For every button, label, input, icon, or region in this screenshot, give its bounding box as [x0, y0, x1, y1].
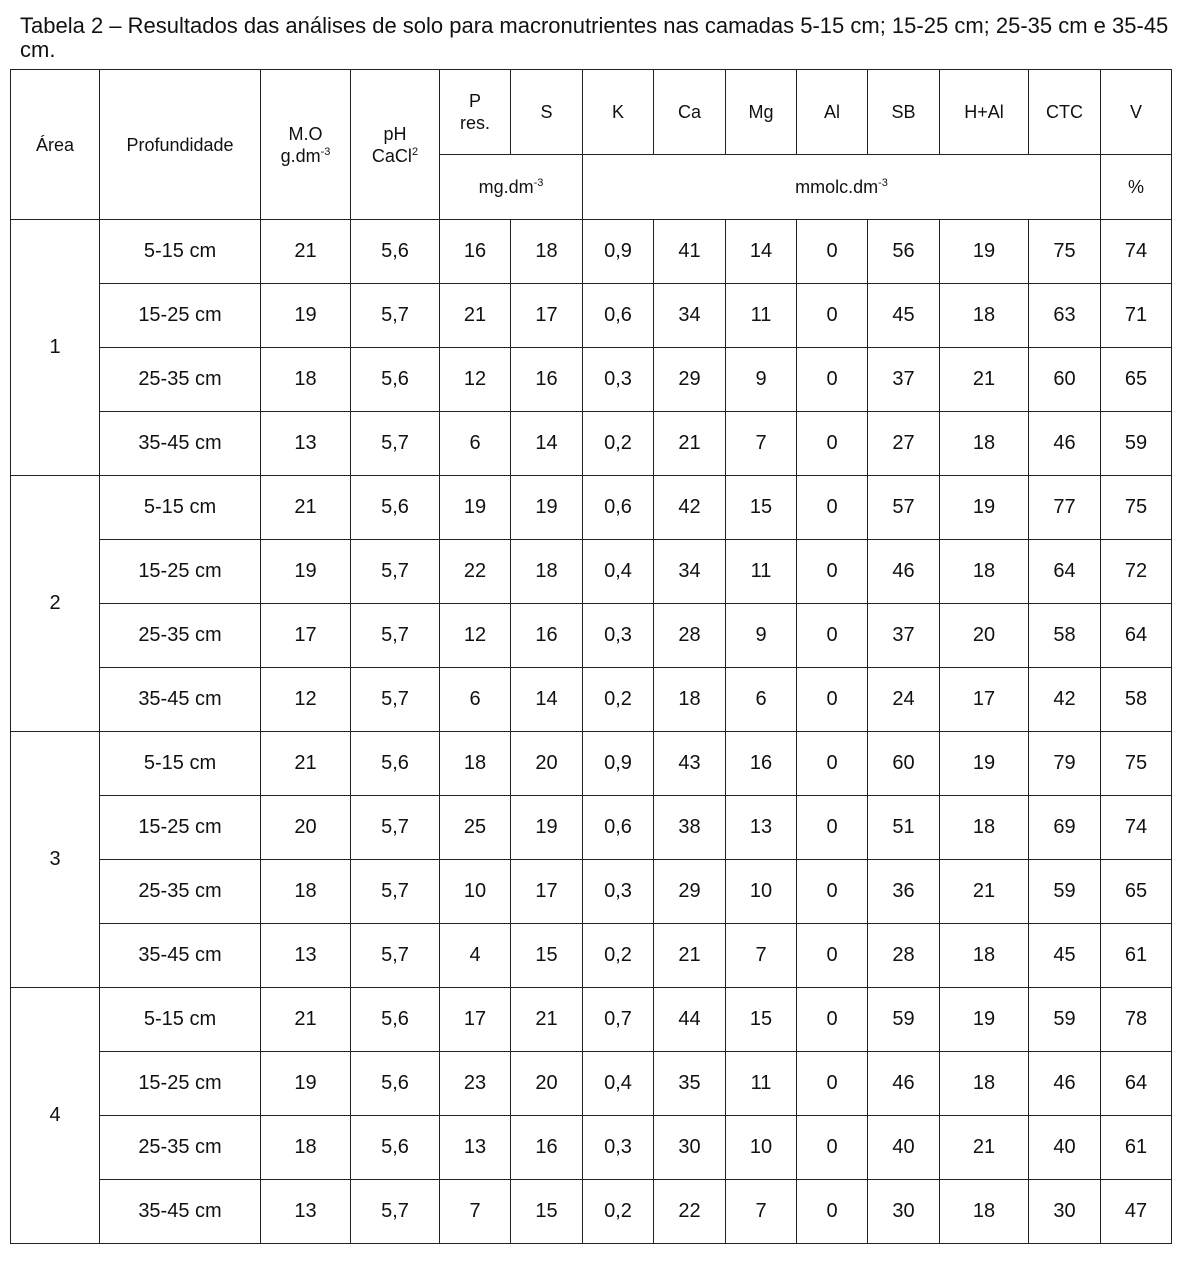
value-cell: 0 [797, 1052, 868, 1116]
table-row [11, 412, 1172, 476]
value-cell: 19 [261, 540, 351, 604]
value-cell: 5,7 [351, 540, 440, 604]
value-cell: 0,4 [583, 1052, 654, 1116]
value-cell: 0,6 [583, 796, 654, 860]
value-cell: 20 [940, 604, 1029, 668]
value-cell: 38 [654, 796, 726, 860]
depth-cell: 25-35 cm [100, 1116, 261, 1180]
value-cell: 13 [440, 1116, 511, 1180]
value-cell: 29 [654, 860, 726, 924]
value-cell: 75 [1101, 476, 1172, 540]
value-cell: 15 [726, 476, 797, 540]
value-cell: 74 [1101, 220, 1172, 284]
value-cell: 57 [868, 476, 940, 540]
value-cell: 18 [940, 924, 1029, 988]
area-cell: 4 [11, 988, 100, 1244]
header-aluminum: Al [797, 70, 868, 155]
value-cell: 17 [511, 284, 583, 348]
table-row [11, 476, 1172, 540]
value-cell: 28 [868, 924, 940, 988]
header-calcium: Ca [654, 70, 726, 155]
value-cell: 14 [511, 668, 583, 732]
header-sulfur: S [511, 70, 583, 155]
value-cell: 10 [726, 1116, 797, 1180]
value-cell: 58 [1029, 604, 1101, 668]
value-cell: 18 [940, 1180, 1029, 1244]
value-cell: 35 [654, 1052, 726, 1116]
value-cell: 18 [261, 348, 351, 412]
value-cell: 0 [797, 476, 868, 540]
value-cell: 22 [440, 540, 511, 604]
value-cell: 15 [726, 988, 797, 1052]
value-cell: 19 [940, 220, 1029, 284]
value-cell: 43 [654, 732, 726, 796]
value-cell: 16 [511, 1116, 583, 1180]
depth-cell: 35-45 cm [100, 1180, 261, 1244]
value-cell: 0 [797, 668, 868, 732]
value-cell: 0,3 [583, 860, 654, 924]
value-cell: 46 [1029, 412, 1101, 476]
value-cell: 16 [511, 348, 583, 412]
value-cell: 10 [726, 860, 797, 924]
value-cell: 0 [797, 796, 868, 860]
table-row [11, 796, 1172, 860]
value-cell: 22 [654, 1180, 726, 1244]
table-row [11, 220, 1172, 284]
depth-cell: 25-35 cm [100, 348, 261, 412]
value-cell: 65 [1101, 348, 1172, 412]
value-cell: 10 [440, 860, 511, 924]
value-cell: 61 [1101, 924, 1172, 988]
value-cell: 40 [1029, 1116, 1101, 1180]
value-cell: 37 [868, 604, 940, 668]
value-cell: 74 [1101, 796, 1172, 860]
value-cell: 0 [797, 988, 868, 1052]
value-cell: 16 [726, 732, 797, 796]
value-cell: 19 [940, 988, 1029, 1052]
header-depth: Profundidade [100, 70, 261, 220]
value-cell: 7 [726, 412, 797, 476]
value-cell: 21 [261, 988, 351, 1052]
value-cell: 75 [1029, 220, 1101, 284]
value-cell: 0,3 [583, 604, 654, 668]
value-cell: 9 [726, 348, 797, 412]
value-cell: 23 [440, 1052, 511, 1116]
value-cell: 0,3 [583, 348, 654, 412]
value-cell: 0,2 [583, 668, 654, 732]
value-cell: 20 [511, 732, 583, 796]
value-cell: 7 [726, 924, 797, 988]
value-cell: 20 [261, 796, 351, 860]
header-v: V [1101, 70, 1172, 155]
value-cell: 17 [261, 604, 351, 668]
value-cell: 17 [440, 988, 511, 1052]
value-cell: 5,6 [351, 1052, 440, 1116]
header-ph-label: pH [383, 123, 407, 144]
value-cell: 41 [654, 220, 726, 284]
value-cell: 0,6 [583, 476, 654, 540]
value-cell: 18 [940, 1052, 1029, 1116]
value-cell: 12 [440, 604, 511, 668]
value-cell: 21 [261, 476, 351, 540]
value-cell: 21 [940, 1116, 1029, 1180]
value-cell: 5,7 [351, 604, 440, 668]
value-cell: 12 [440, 348, 511, 412]
value-cell: 15 [511, 1180, 583, 1244]
unit-mmolc-dm3-exp: -3 [878, 177, 888, 189]
table-row [11, 540, 1172, 604]
value-cell: 6 [440, 668, 511, 732]
value-cell: 0,9 [583, 220, 654, 284]
value-cell: 59 [868, 988, 940, 1052]
value-cell: 75 [1101, 732, 1172, 796]
value-cell: 64 [1101, 604, 1172, 668]
value-cell: 0 [797, 284, 868, 348]
value-cell: 34 [654, 540, 726, 604]
value-cell: 19 [511, 476, 583, 540]
value-cell: 13 [261, 412, 351, 476]
value-cell: 21 [654, 412, 726, 476]
depth-cell: 15-25 cm [100, 540, 261, 604]
value-cell: 0,2 [583, 1180, 654, 1244]
value-cell: 4 [440, 924, 511, 988]
value-cell: 11 [726, 540, 797, 604]
value-cell: 60 [1029, 348, 1101, 412]
value-cell: 6 [726, 668, 797, 732]
value-cell: 42 [654, 476, 726, 540]
header-organic-matter [261, 70, 351, 220]
value-cell: 0,3 [583, 1116, 654, 1180]
value-cell: 69 [1029, 796, 1101, 860]
value-cell: 15 [511, 924, 583, 988]
value-cell: 60 [868, 732, 940, 796]
value-cell: 0,6 [583, 284, 654, 348]
unit-mmolc-dm3-text: mmolc.dm [795, 177, 879, 197]
value-cell: 40 [868, 1116, 940, 1180]
header-h-al: H+Al [940, 70, 1029, 155]
depth-cell: 35-45 cm [100, 668, 261, 732]
value-cell: 0,9 [583, 732, 654, 796]
value-cell: 0 [797, 604, 868, 668]
table-row [11, 860, 1172, 924]
header-phosphorus [440, 70, 511, 155]
table-row [11, 284, 1172, 348]
value-cell: 28 [654, 604, 726, 668]
value-cell: 5,7 [351, 924, 440, 988]
value-cell: 0 [797, 1116, 868, 1180]
value-cell: 61 [1101, 1116, 1172, 1180]
header-phosphorus-label: P [468, 91, 481, 111]
depth-cell: 25-35 cm [100, 860, 261, 924]
value-cell: 0,2 [583, 924, 654, 988]
value-cell: 0 [797, 412, 868, 476]
value-cell: 5,6 [351, 348, 440, 412]
value-cell: 59 [1029, 988, 1101, 1052]
value-cell: 30 [654, 1116, 726, 1180]
unit-mg-dm3-exp: -3 [533, 177, 544, 189]
depth-cell: 5-15 cm [100, 988, 261, 1052]
table-body [11, 220, 1172, 1244]
soil-analysis-table [10, 69, 1172, 1244]
value-cell: 13 [261, 924, 351, 988]
value-cell: 18 [440, 732, 511, 796]
value-cell: 17 [940, 668, 1029, 732]
value-cell: 18 [654, 668, 726, 732]
value-cell: 5,6 [351, 988, 440, 1052]
value-cell: 42 [1029, 668, 1101, 732]
table-header [11, 70, 1172, 220]
value-cell: 58 [1101, 668, 1172, 732]
value-cell: 5,7 [351, 284, 440, 348]
value-cell: 7 [726, 1180, 797, 1244]
value-cell: 64 [1101, 1052, 1172, 1116]
value-cell: 78 [1101, 988, 1172, 1052]
header-ph [351, 70, 440, 220]
table-row [11, 988, 1172, 1052]
value-cell: 45 [1029, 924, 1101, 988]
header-ctc: CTC [1029, 70, 1101, 155]
value-cell: 9 [726, 604, 797, 668]
value-cell: 59 [1029, 860, 1101, 924]
value-cell: 46 [1029, 1052, 1101, 1116]
value-cell: 59 [1101, 412, 1172, 476]
value-cell: 21 [440, 284, 511, 348]
header-ph-unit-exp: 2 [411, 145, 419, 158]
value-cell: 19 [940, 732, 1029, 796]
table-row [11, 604, 1172, 668]
value-cell: 27 [868, 412, 940, 476]
value-cell: 18 [940, 284, 1029, 348]
header-organic-matter-label: M.O [288, 123, 323, 144]
value-cell: 0 [797, 540, 868, 604]
value-cell: 77 [1029, 476, 1101, 540]
value-cell: 79 [1029, 732, 1101, 796]
value-cell: 19 [261, 284, 351, 348]
value-cell: 72 [1101, 540, 1172, 604]
value-cell: 65 [1101, 860, 1172, 924]
value-cell: 11 [726, 284, 797, 348]
area-cell: 2 [11, 476, 100, 732]
value-cell: 0 [797, 924, 868, 988]
header-organic-matter-unit: g.dm [280, 145, 321, 166]
value-cell: 12 [261, 668, 351, 732]
depth-cell: 5-15 cm [100, 476, 261, 540]
table-caption: Tabela 2 – Resultados das análises de solo para macronutrientes nas camadas 5-15 cm; 15-25 cm; 25-35 cm e 35-45 cm. [20, 13, 1169, 62]
value-cell: 30 [1029, 1180, 1101, 1244]
value-cell: 0 [797, 348, 868, 412]
depth-cell: 5-15 cm [100, 732, 261, 796]
header-area: Área [11, 70, 100, 220]
header-ph-unit: CaCl [371, 145, 412, 166]
value-cell: 13 [261, 1180, 351, 1244]
value-cell: 0 [797, 220, 868, 284]
depth-cell: 15-25 cm [100, 284, 261, 348]
value-cell: 11 [726, 1052, 797, 1116]
area-cell: 3 [11, 732, 100, 988]
value-cell: 64 [1029, 540, 1101, 604]
value-cell: 18 [940, 412, 1029, 476]
header-magnesium: Mg [726, 70, 797, 155]
value-cell: 17 [511, 860, 583, 924]
unit-mmolc-dm3 [583, 155, 1101, 220]
value-cell: 5,7 [351, 1180, 440, 1244]
value-cell: 16 [440, 220, 511, 284]
value-cell: 14 [726, 220, 797, 284]
value-cell: 45 [868, 284, 940, 348]
depth-cell: 5-15 cm [100, 220, 261, 284]
header-phosphorus-sub: res. [459, 113, 490, 133]
value-cell: 16 [511, 604, 583, 668]
table-row [11, 348, 1172, 412]
value-cell: 19 [261, 1052, 351, 1116]
value-cell: 19 [440, 476, 511, 540]
value-cell: 46 [868, 1052, 940, 1116]
header-organic-matter-unit-exp: -3 [320, 145, 331, 158]
value-cell: 63 [1029, 284, 1101, 348]
table-row [11, 668, 1172, 732]
value-cell: 21 [940, 348, 1029, 412]
unit-mg-dm3-text: mg.dm [478, 177, 534, 197]
table-row [11, 1116, 1172, 1180]
value-cell: 34 [654, 284, 726, 348]
value-cell: 18 [261, 860, 351, 924]
depth-cell: 35-45 cm [100, 412, 261, 476]
value-cell: 5,7 [351, 860, 440, 924]
value-cell: 5,6 [351, 220, 440, 284]
table-row [11, 924, 1172, 988]
value-cell: 21 [261, 732, 351, 796]
value-cell: 13 [726, 796, 797, 860]
value-cell: 21 [940, 860, 1029, 924]
value-cell: 5,6 [351, 1116, 440, 1180]
value-cell: 51 [868, 796, 940, 860]
value-cell: 21 [261, 220, 351, 284]
value-cell: 0 [797, 732, 868, 796]
value-cell: 37 [868, 348, 940, 412]
value-cell: 5,6 [351, 732, 440, 796]
value-cell: 5,7 [351, 668, 440, 732]
value-cell: 21 [654, 924, 726, 988]
header-potassium: K [583, 70, 654, 155]
value-cell: 71 [1101, 284, 1172, 348]
value-cell: 0 [797, 860, 868, 924]
value-cell: 14 [511, 412, 583, 476]
value-cell: 5,7 [351, 796, 440, 860]
value-cell: 18 [940, 796, 1029, 860]
value-cell: 18 [261, 1116, 351, 1180]
value-cell: 18 [511, 540, 583, 604]
value-cell: 0,2 [583, 412, 654, 476]
table-row [11, 732, 1172, 796]
depth-cell: 35-45 cm [100, 924, 261, 988]
value-cell: 30 [868, 1180, 940, 1244]
value-cell: 25 [440, 796, 511, 860]
table-row [11, 1180, 1172, 1244]
value-cell: 47 [1101, 1180, 1172, 1244]
depth-cell: 25-35 cm [100, 604, 261, 668]
depth-cell: 15-25 cm [100, 1052, 261, 1116]
table-row [11, 1052, 1172, 1116]
value-cell: 56 [868, 220, 940, 284]
area-cell: 1 [11, 220, 100, 476]
value-cell: 19 [511, 796, 583, 860]
header-sb: SB [868, 70, 940, 155]
value-cell: 0,4 [583, 540, 654, 604]
value-cell: 24 [868, 668, 940, 732]
value-cell: 44 [654, 988, 726, 1052]
value-cell: 29 [654, 348, 726, 412]
value-cell: 0 [797, 1180, 868, 1244]
unit-mg-dm3 [440, 155, 583, 220]
value-cell: 20 [511, 1052, 583, 1116]
value-cell: 5,6 [351, 476, 440, 540]
value-cell: 18 [511, 220, 583, 284]
value-cell: 21 [511, 988, 583, 1052]
value-cell: 18 [940, 540, 1029, 604]
value-cell: 19 [940, 476, 1029, 540]
value-cell: 36 [868, 860, 940, 924]
unit-percent: % [1101, 155, 1172, 220]
value-cell: 7 [440, 1180, 511, 1244]
value-cell: 5,7 [351, 412, 440, 476]
value-cell: 6 [440, 412, 511, 476]
depth-cell: 15-25 cm [100, 796, 261, 860]
value-cell: 46 [868, 540, 940, 604]
value-cell: 0,7 [583, 988, 654, 1052]
